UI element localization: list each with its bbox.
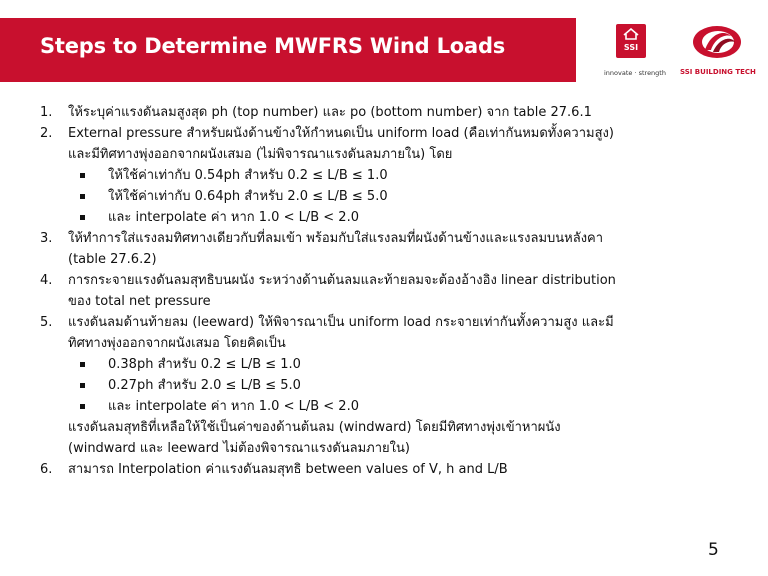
- bullet-icon: [80, 383, 85, 388]
- item-continuation: แรงดันลมสุทธิที่เหลือให้ใช้เป็นค่าของด้านต้นลม (windward) โดยมีทิศทางพุ่งเข้าหาผนัง: [68, 420, 561, 435]
- bullet-icon: [80, 194, 85, 199]
- item-line: ของ total net pressure: [68, 294, 211, 309]
- list-item: [40, 312, 740, 354]
- sub-bullet: [40, 375, 740, 396]
- item-line: การกระจายแรงดันลมสุทธิบนผนัง ระหว่างด้านต้นลมและท้ายลมจะต้องอ้างอิง linear distribution: [68, 273, 616, 288]
- logo-tagline: innovate · strength: [604, 69, 666, 77]
- list-item: [40, 459, 740, 480]
- list-item: [40, 102, 740, 123]
- item-number: 6.: [40, 462, 53, 477]
- list-item: [40, 228, 740, 270]
- slide-title: Steps to Determine MWFRS Wind Loads: [40, 34, 506, 58]
- item-number: 5.: [40, 315, 53, 330]
- steps-list: [40, 102, 740, 480]
- bullet-text: 0.38ph สำหรับ 0.2 ≤ L/B ≤ 1.0: [108, 357, 301, 372]
- sub-bullet: [40, 207, 740, 228]
- list-item: [40, 123, 740, 165]
- item-number: 3.: [40, 231, 53, 246]
- sub-bullet: [40, 354, 740, 375]
- item-line: ให้ระบุค่าแรงดันลมสูงสุด ph (top number) และ po (bottom number) จาก table 27.6.1: [68, 105, 592, 120]
- bullet-text: 0.27ph สำหรับ 2.0 ≤ L/B ≤ 5.0: [108, 378, 301, 393]
- bullet-icon: [80, 404, 85, 409]
- bullet-icon: [80, 173, 85, 178]
- bullet-text: ให้ใช้ค่าเท่ากับ 0.54ph สำหรับ 0.2 ≤ L/B ≤ 1.0: [108, 168, 388, 183]
- bullet-icon: [80, 215, 85, 220]
- item-line: แรงดันลมด้านท้ายลม (leeward) ให้พิจารณาเป็น uniform load กระจายเท่ากันทั้งความสูง และมี: [68, 315, 614, 330]
- ssi-logo-text: SSI: [623, 43, 639, 52]
- sub-bullet: [40, 165, 740, 186]
- item-line: ทิศทางพุ่งออกจากผนังเสมอ โดยคิดเป็น: [68, 336, 286, 351]
- sub-bullet: [40, 186, 740, 207]
- item-line: และมีทิศทางพุ่งออกจากผนังเสมอ (ไม่พิจารณาแรงดันลมภายใน) โดย: [68, 147, 453, 162]
- bullet-icon: [80, 362, 85, 367]
- item-line: (table 27.6.2): [68, 252, 157, 267]
- brand-name: SSI BUILDING TECH: [680, 68, 756, 76]
- swirl-logo-icon: [691, 24, 743, 60]
- page-number: 5: [708, 540, 719, 560]
- ssi-logo: [616, 24, 646, 58]
- item-number: 1.: [40, 105, 53, 120]
- item-number: 4.: [40, 273, 53, 288]
- item-continuation: (windward และ leeward ไม่ต้องพิจารณาแรงดันลมภายใน): [68, 441, 410, 456]
- sub-bullet: [40, 396, 740, 417]
- item-line: สามารถ Interpolation ค่าแรงดันลมสุทธิ between values of V, h and L/B: [68, 462, 508, 477]
- logo-area: [598, 18, 764, 82]
- house-icon: [623, 28, 639, 40]
- item-number: 2.: [40, 126, 53, 141]
- bullet-text: และ interpolate ค่า หาก 1.0 < L/B < 2.0: [108, 210, 359, 225]
- bullet-text: ให้ใช้ค่าเท่ากับ 0.64ph สำหรับ 2.0 ≤ L/B ≤ 5.0: [108, 189, 388, 204]
- list-item: [40, 270, 740, 312]
- bullet-text: และ interpolate ค่า หาก 1.0 < L/B < 2.0: [108, 399, 359, 414]
- item-line: External pressure สำหรับผนังด้านข้างให้กำหนดเป็น uniform load (คือเท่ากันหมดทั้งความสูง): [68, 126, 614, 141]
- item-line: ให้ทำการใส่แรงลมทิศทางเดียวกับที่ลมเข้า พร้อมกับใส่แรงลมที่ผนังด้านข้างและแรงลมบนหลังคา: [68, 231, 604, 246]
